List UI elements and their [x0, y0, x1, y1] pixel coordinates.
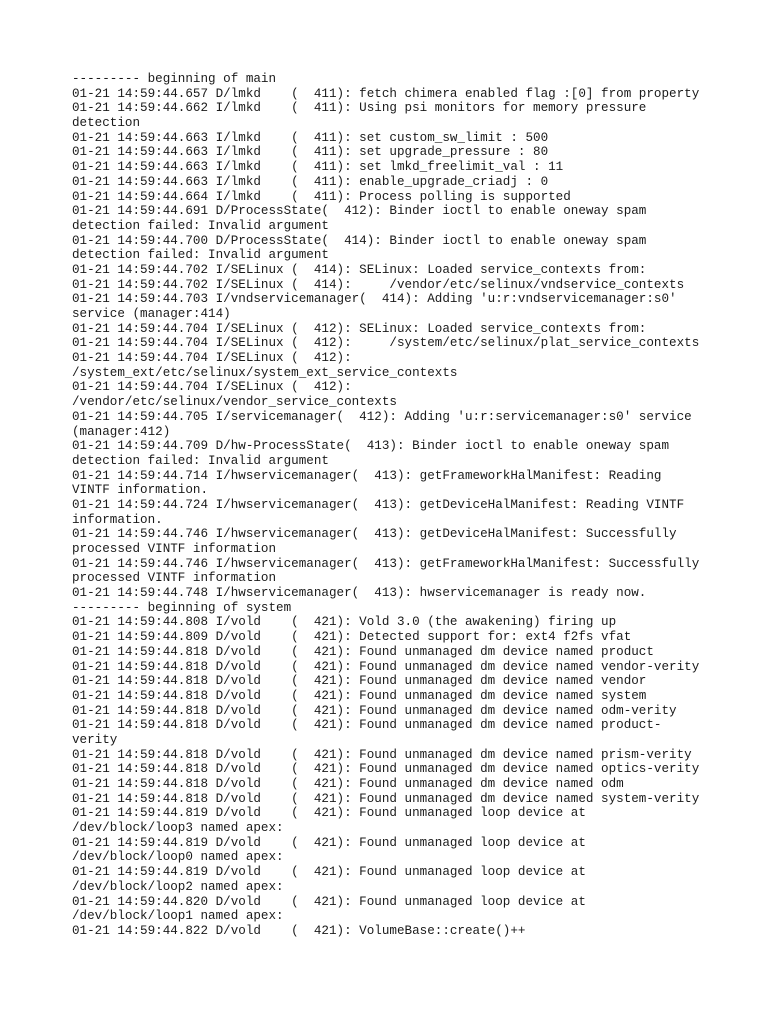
- log-line: /dev/block/loop3 named apex:: [72, 821, 284, 836]
- log-line: (manager:412): [72, 424, 171, 439]
- log-line: service (manager:414): [72, 307, 231, 321]
- log-line: /dev/block/loop1 named apex:: [72, 909, 284, 924]
- log-line: detection failed: Invalid argument: [72, 218, 329, 233]
- log-text-block: [72, 72, 732, 939]
- log-line: 01-21 14:59:44.818 D/vold ( 421): Found unmanaged dm device named odm-verity: [72, 703, 677, 718]
- log-line: 01-21 14:59:44.724 I/hwservicemanager( 413): getDeviceHalManifest: Reading VINTF: [72, 497, 685, 512]
- log-line: processed VINTF information: [72, 542, 277, 556]
- log-line: 01-21 14:59:44.819 D/vold ( 421): Found unmanaged loop device at: [72, 865, 586, 880]
- log-line: 01-21 14:59:44.818 D/vold ( 421): Found unmanaged dm device named vendor-verity: [72, 659, 700, 674]
- log-line: 01-21 14:59:44.820 D/vold ( 421): Found unmanaged loop device at: [72, 894, 586, 909]
- log-line: 01-21 14:59:44.702 I/SELinux ( 414): SELinux: Loaded service_contexts from:: [72, 262, 647, 277]
- log-line: 01-21 14:59:44.704 I/SELinux ( 412):: [72, 380, 352, 395]
- log-line: 01-21 14:59:44.702 I/SELinux ( 414): /vendor/etc/selinux/vndservice_contexts: [72, 277, 685, 292]
- log-line: 01-21 14:59:44.704 I/SELinux ( 412): SELinux: Loaded service_contexts from:: [72, 321, 647, 336]
- log-line: 01-21 14:59:44.704 I/SELinux ( 412):: [72, 351, 352, 366]
- log-line: 01-21 14:59:44.663 I/lmkd ( 411): set lmkd_freelimit_val : 11: [72, 160, 564, 175]
- log-line: 01-21 14:59:44.818 D/vold ( 421): Found unmanaged dm device named optics-verity: [72, 762, 700, 777]
- log-line: 01-21 14:59:44.704 I/SELinux ( 412): /system/etc/selinux/plat_service_contexts: [72, 336, 700, 351]
- log-line: --------- beginning of main: [72, 72, 277, 86]
- log-line: 01-21 14:59:44.819 D/vold ( 421): Found unmanaged loop device at: [72, 806, 586, 821]
- log-line: /dev/block/loop2 named apex:: [72, 879, 284, 894]
- log-line: /system_ext/etc/selinux/system_ext_service_contexts: [72, 365, 458, 380]
- log-line: information.: [72, 512, 163, 527]
- log-line: 01-21 14:59:44.808 I/vold ( 421): Vold 3.0 (the awakening) firing up: [72, 615, 617, 630]
- log-line: 01-21 14:59:44.822 D/vold ( 421): VolumeBase::create()++: [72, 923, 526, 938]
- log-line: processed VINTF information: [72, 571, 277, 586]
- log-line: VINTF information.: [72, 483, 209, 498]
- log-line: 01-21 14:59:44.700 D/ProcessState( 414): Binder ioctl to enable oneway spam: [72, 233, 647, 248]
- log-line: 01-21 14:59:44.748 I/hwservicemanager( 413): hwservicemanager is ready now.: [72, 586, 647, 601]
- log-line: --------- beginning of system: [72, 600, 292, 615]
- log-line: 01-21 14:59:44.663 I/lmkd ( 411): set custom_sw_limit : 500: [72, 130, 549, 145]
- log-line: 01-21 14:59:44.818 D/vold ( 421): Found unmanaged dm device named product-: [72, 718, 662, 733]
- log-line: 01-21 14:59:44.818 D/vold ( 421): Found unmanaged dm device named product: [72, 644, 654, 659]
- log-line: /dev/block/loop0 named apex:: [72, 850, 284, 865]
- log-line: 01-21 14:59:44.703 I/vndservicemanager( 414): Adding 'u:r:vndservicemanager:s0': [72, 292, 677, 307]
- log-line: 01-21 14:59:44.819 D/vold ( 421): Found unmanaged loop device at: [72, 835, 586, 850]
- log-line: 01-21 14:59:44.818 D/vold ( 421): Found unmanaged dm device named prism-verity: [72, 747, 692, 762]
- log-line: detection failed: Invalid argument: [72, 248, 329, 263]
- log-line: 01-21 14:59:44.663 I/lmkd ( 411): set upgrade_pressure : 80: [72, 145, 549, 160]
- log-line: 01-21 14:59:44.746 I/hwservicemanager( 413): getDeviceHalManifest: Successfully: [72, 527, 677, 542]
- log-line: 01-21 14:59:44.818 D/vold ( 421): Found unmanaged dm device named system: [72, 688, 647, 703]
- log-line: 01-21 14:59:44.657 D/lmkd ( 411): fetch chimera enabled flag :[0] from property: [72, 86, 700, 101]
- log-line: 01-21 14:59:44.663 I/lmkd ( 411): enable_upgrade_criadj : 0: [72, 174, 549, 189]
- log-line: 01-21 14:59:44.714 I/hwservicemanager( 413): getFrameworkHalManifest: Reading: [72, 468, 662, 483]
- log-line: detection failed: Invalid argument: [72, 453, 329, 468]
- log-line: 01-21 14:59:44.809 D/vold ( 421): Detected support for: ext4 f2fs vfat: [72, 630, 632, 645]
- log-line: 01-21 14:59:44.818 D/vold ( 421): Found unmanaged dm device named odm: [72, 777, 624, 791]
- log-line: /vendor/etc/selinux/vendor_service_contexts: [72, 395, 397, 410]
- log-line: 01-21 14:59:44.705 I/servicemanager( 412): Adding 'u:r:servicemanager:s0' service: [72, 409, 692, 424]
- log-line: verity: [72, 732, 118, 747]
- log-line: 01-21 14:59:44.662 I/lmkd ( 411): Using psi monitors for memory pressure: [72, 101, 647, 116]
- log-line: 01-21 14:59:44.818 D/vold ( 421): Found unmanaged dm device named system-verity: [72, 791, 700, 806]
- log-line: 01-21 14:59:44.709 D/hw-ProcessState( 413): Binder ioctl to enable oneway spam: [72, 439, 670, 454]
- log-line: 01-21 14:59:44.691 D/ProcessState( 412): Binder ioctl to enable oneway spam: [72, 204, 647, 219]
- log-line: 01-21 14:59:44.746 I/hwservicemanager( 413): getFrameworkHalManifest: Successfully: [72, 556, 700, 571]
- log-line: 01-21 14:59:44.818 D/vold ( 421): Found unmanaged dm device named vendor: [72, 674, 647, 689]
- log-line: detection: [72, 116, 141, 131]
- log-line: 01-21 14:59:44.664 I/lmkd ( 411): Process polling is supported: [72, 189, 571, 204]
